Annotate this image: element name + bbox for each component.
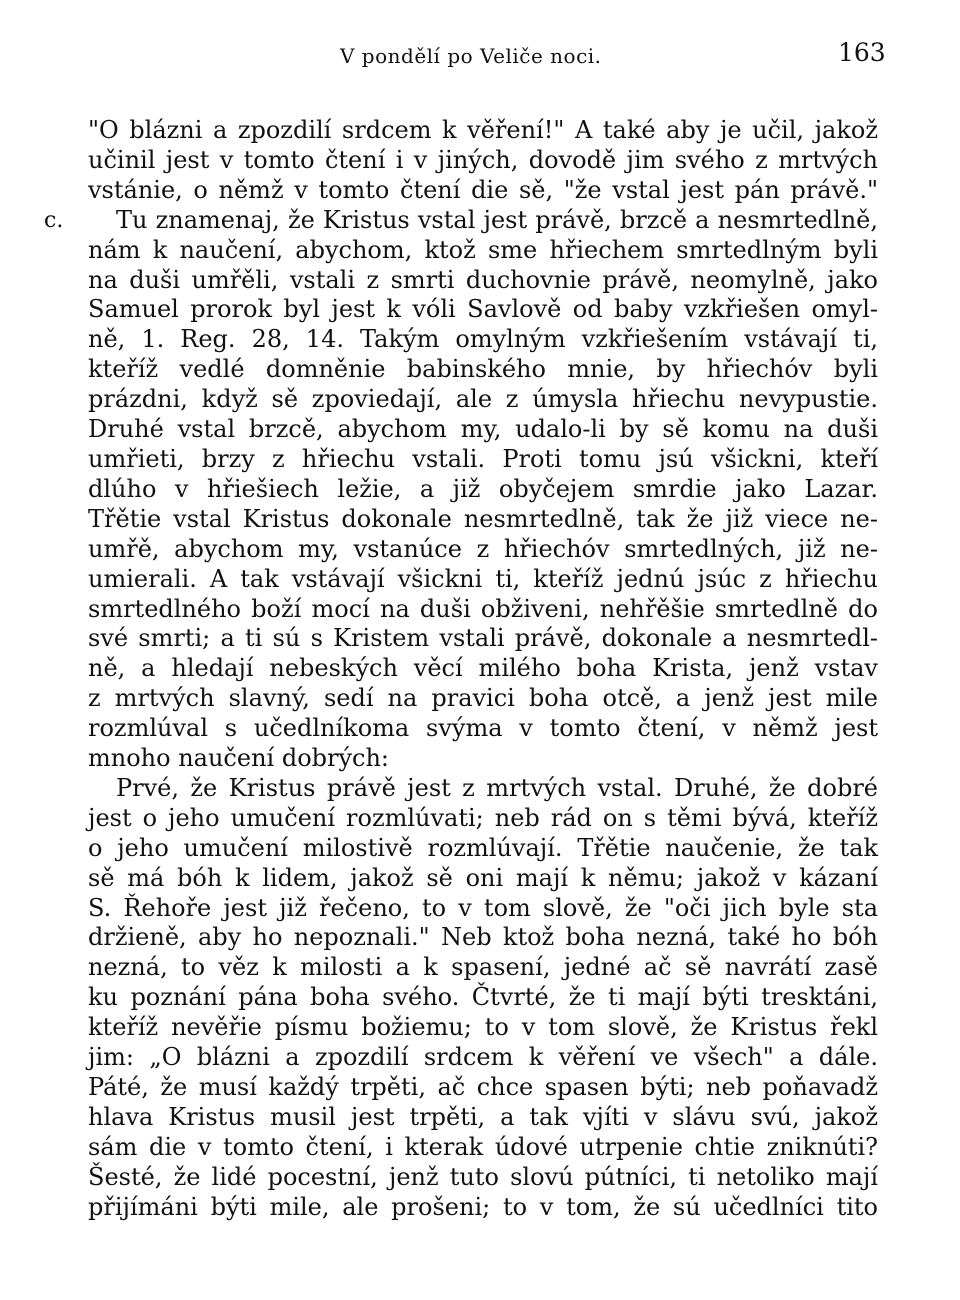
text-line: umierali. A tak vstávají všickni ti, kteříž jednú jsúc z hřiechu — [88, 564, 878, 593]
text-line: dlúho v hřiešiech ležie, a již obyčejem smrdie jako Lazar. — [88, 474, 878, 503]
text-line: jest o jeho umučení rozmlúvati; neb rád on s těmi bývá, kteříž — [88, 803, 878, 832]
text-line: na duši umřěli, vstali z smrti duchovnie právě, neomylně, jako — [88, 265, 878, 294]
running-head — [0, 38, 960, 78]
body-text — [88, 116, 878, 1223]
text-line: Druhé vstal brzcě, abychom my, udalo-li by sě komu na duši — [88, 415, 878, 444]
text-line: kteříž nevěřie písmu božiemu; to v tom slově, že Kristus řekl — [88, 1013, 878, 1042]
text-line: o jeho umučení milostivě rozmlúvají. Třětie naučenie, že tak — [88, 833, 878, 862]
text-line: Šesté, že lidé pocestní, jenž tuto slovú pútníci, ti netoliko mají — [88, 1162, 878, 1191]
text-line: "O blázni a zpozdilí srdcem k věření!" A také aby je učil, jakož — [88, 116, 878, 144]
text-line: sě má bóh k lidem, jakož sě oni mají k němu; jakož v kázaní — [88, 863, 878, 892]
text-line: S. Řehoře jest již řečeno, to v tom slově, že "oči jich byle sta — [88, 893, 878, 922]
text-line: Samuel prorok byl jest k vóli Savlově od baby vzkřiešen omyl- — [88, 295, 878, 324]
text-line: ku poznání pána boha svého. Čtvrté, že ti mají býti tresktáni, — [88, 983, 878, 1012]
text-line: kteříž vedlé domněnie babinského mnie, by hřiechóv byli — [88, 355, 878, 384]
text-line: sám die v tomto čtení, i kterak údové utrpenie chtie zniknúti? — [88, 1132, 878, 1161]
text-line: z mrtvých slavný, sedí na pravici boha otcě, a jenž jest mile — [88, 684, 878, 713]
text-line: nezná, to věz k milosti a k spasení, jedné ač sě navrátí zasě — [88, 953, 878, 982]
running-head-title: V pondělí po Veliče noci. — [340, 44, 602, 68]
text-line: ně, a hledají nebeských věcí milého boha Krista, jenž vstav — [88, 654, 878, 683]
text-line: Prvé, že Kristus právě jest z mrtvých vstal. Druhé, že dobré — [116, 773, 878, 802]
text-line: prázdni, když sě zpoviedají, ale z úmysla hřiechu nevypustie. — [88, 385, 878, 414]
text-line: přijímáni býti mile, ale prošeni; to v tom, že sú učedlníci tito — [88, 1192, 878, 1221]
text-line: nám k naučení, abychom, ktož sme hřiechem smrtedlným byli — [88, 235, 878, 264]
margin-section-mark: c. — [44, 208, 64, 233]
text-line: smrtedlného boží mocí na duši obživeni, nehřěšie smrtedlně do — [88, 594, 878, 623]
text-line: své smrti; a ti sú s Kristem vstali právě, dokonale a nesmrtedl- — [88, 624, 878, 653]
text-line: rozmlúval s učedlníkoma svýma v tomto čtení, v němž jest — [88, 714, 878, 743]
text-line: umřieti, brzy z hřiechu vstali. Proti tomu jsú všickni, kteří — [88, 444, 878, 473]
text-line: jim: „O blázni a zpozdilí srdcem k věření ve všech" a dále. — [88, 1043, 878, 1072]
text-line: mnoho naučení dobrých: — [88, 744, 390, 773]
text-line: Tu znamenaj, že Kristus vstal jest právě, brzcě a nesmrtedlně, — [116, 205, 878, 234]
text-line: hlava Kristus musil jest trpěti, a tak vjíti v slávu svú, jakož — [88, 1102, 878, 1131]
text-line: Třětie vstal Kristus dokonale nesmrtedlně, tak že již viece ne- — [88, 504, 878, 533]
text-line: umřě, abychom my, vstanúce z hřiechóv smrtedlných, již ne- — [88, 534, 878, 563]
text-line: Páté, že musí každý trpěti, ač chce spasen býti; neb poňavadž — [88, 1073, 878, 1101]
text-line: vstánie, o němž v tomto čtení die sě, "že vstal jest pán právě." — [88, 175, 878, 204]
text-line: ně, 1. Reg. 28, 14. Takým omylným vzkřiešením vstávají ti, — [88, 325, 878, 354]
text-line: držieně, aby ho nepoznali." Neb ktož boha nezná, také ho bóh — [88, 923, 878, 952]
page-number: 163 — [838, 38, 886, 67]
text-line: učinil jest v tomto čtení i v jiných, dovodě jim svého z mrtvých — [88, 145, 878, 174]
